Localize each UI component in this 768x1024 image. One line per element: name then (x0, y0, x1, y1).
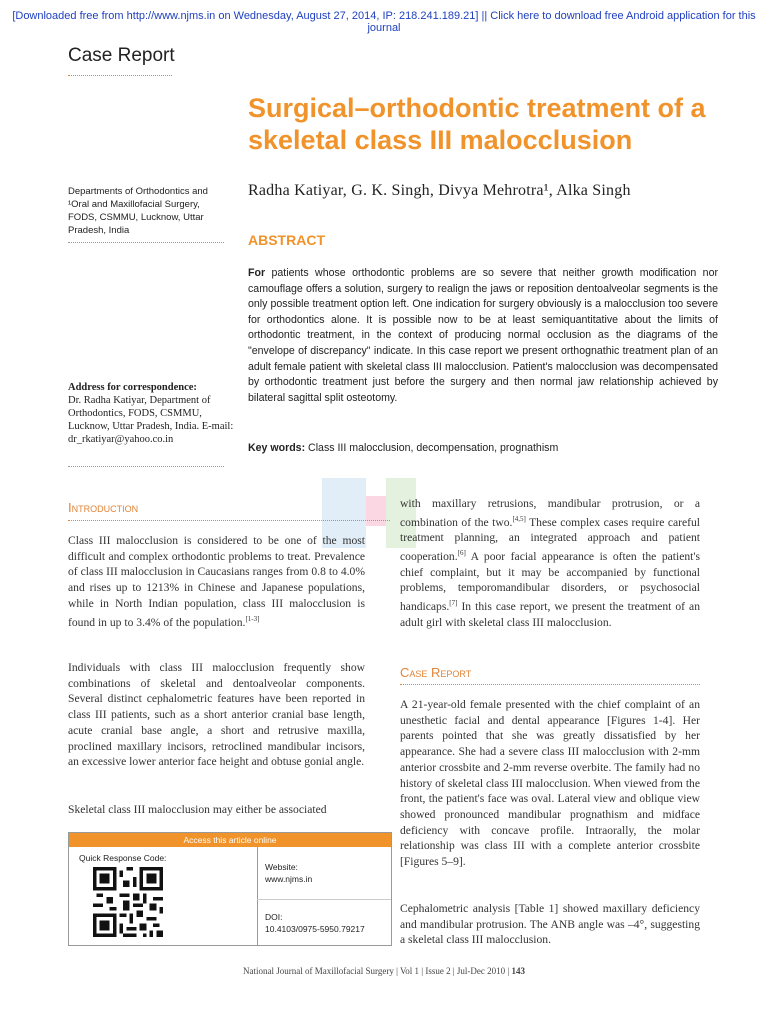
case-report-heading: Case Report (400, 665, 472, 680)
intro-paragraph-1 (68, 533, 365, 630)
affiliation: Departments of Orthodontics and ¹Oral and Maxillofacial Surgery, FODS, CSMMU, Lucknow, Uttar Pradesh, India (68, 186, 208, 236)
article-title: Surgical–orthodontic treatment of a skeletal class III malocclusion (248, 93, 706, 155)
qr-code-icon[interactable] (93, 867, 163, 937)
website-block (265, 861, 312, 885)
citation[interactable]: [6] (457, 548, 466, 557)
correspondence-body: Dr. Radha Katiyar, Department of Orthodontics, FODS, CSMMU, Lucknow, Uttar Pradesh, India. E-mail: dr_rkatiyar@yahoo.co.in (68, 395, 234, 445)
author-list: Radha Katiyar, G. K. Singh, Divya Mehrotra¹, Alka Singh (248, 182, 631, 199)
right-column-paragraph-1 (400, 496, 700, 630)
website-label: Website: (265, 862, 298, 872)
website-link[interactable]: www.njms.in (265, 874, 313, 884)
abstract-lead: For (248, 267, 266, 279)
correspondence-block (68, 381, 243, 446)
divider (257, 899, 391, 900)
divider (257, 847, 258, 945)
footer-journal: National Journal of Maxillofacial Surgery | Vol 1 | Issue 2 | Jul-Dec 2010 | (243, 966, 512, 976)
access-article-box (68, 832, 392, 946)
citation[interactable]: [7] (449, 598, 458, 607)
correspondence-heading: Address for correspondence: (68, 382, 197, 393)
divider (400, 684, 700, 685)
introduction-heading: Introduction (68, 500, 139, 515)
keywords-text: Class III malocclusion, decompensation, prognathism (305, 442, 559, 454)
article-type-label: Case Report (68, 45, 175, 66)
doi-value[interactable]: 10.4103/0975-5950.79217 (265, 924, 365, 934)
intro-paragraph-3: Skeletal class III malocclusion may either be associated (68, 803, 327, 816)
divider (68, 466, 224, 467)
keywords-label: Key words: (248, 442, 306, 454)
intro-paragraph-1-text: Class III malocclusion is considered to be one of the most difficult and complex orthodontic problems to treat. Prevalence of class III malocclusion in Caucasians ranges from 0.8 to 4.0% and rises up to 1213% in Chinese and Japanese populations, while in North Indian population, class III malocclusion is found in up to 3.4% of the population. (68, 534, 365, 629)
case-paragraph-2: Cephalometric analysis [Table 1] showed maxillary deficiency and mandibular protrusion. The ANB angle was –4°, suggesting a skeletal class III malocclusion. (400, 902, 700, 947)
case-paragraph-1: A 21-year-old female presented with the chief complaint of an unesthetic facial and dental appearance [Figures 1-4]. Her parents pointed that she was greatly dissatisfied by her appearance. She had a severe class III malocclusion with 2-mm anterior crossbite and 2-mm reverse overbite. The family had no history of skeletal class III malocclusion. When viewed from the front, the patient's face was oval. Lateral view and oblique view showed pronounced mandibular prognathism and midface deficiency with concave profile. Intraorally, the molar relationship was class III with a complete anterior crossbite [Figures 5–9]. (400, 698, 700, 869)
doi-label: DOI: (265, 912, 283, 922)
divider (68, 520, 390, 521)
doi-block (265, 911, 365, 935)
keywords (248, 442, 728, 454)
abstract-text (248, 266, 718, 406)
paragraph-text: In this case report, we present the treatment of an adult girl with skeletal class III malocclusion. (400, 599, 700, 629)
divider (68, 242, 224, 243)
paragraph-text: with maxillary retrusions, mandibular protrusion, or a combination of the two. (400, 497, 700, 529)
abstract-heading: ABSTRACT (248, 232, 325, 248)
access-box-title: Access this article online (69, 833, 391, 847)
paragraph-text: A poor facial appearance is often the patient's chief complaint, but it may be accompanied by functional problems, temporomandibular disorders, or psychosocial handicaps. (400, 549, 700, 613)
intro-paragraph-2: Individuals with class III malocclusion frequently show combinations of skeletal and dentoalveolar components. Several distinct cephalometric features have been reported in class III patients, such as a short anterior cranial base length, acute cranial base angle, a short and retrusive maxilla, proclined maxillary incisors, retroclined mandibular incisors, an excessive lower anterior face height and obtuse gonial angle. (68, 661, 365, 769)
download-banner-link[interactable]: [Downloaded free from http://www.njms.in on Wednesday, August 27, 2014, IP: 218.241.189.21] || Click here to download free Android application for this journal (12, 10, 756, 34)
citation[interactable]: [4,5] (512, 514, 526, 523)
abstract-body: patients whose orthodontic problems are so severe that neither growth modification nor camouflage offers a solution, surgery to realign the jaws or reposition dentoalveolar segments is the only possible treatment option left. One indication for surgery obviously is a malocclusion too severe for orthodontics alone. It is possible now to be at least semiquantitative about the limits of orthodontic treatment, in the context of producing normal occlusion as the diagrams of the "envelope of discrepancy" indicate. In this case report we present orthognathic treatment plan of an adult female patient with skeletal class III malocclusion. Patient's malocclusion was decompensated by orthodontic treatment just before the surgery and then normal jaw relationship achieved by bilateral sagittal split osteotomy. (248, 267, 718, 404)
page-number: 143 (511, 966, 525, 976)
paragraph-text: These complex cases require careful treatment planning, an integrated approach and patient cooperation. (400, 515, 700, 563)
divider (68, 75, 172, 76)
qr-label: Quick Response Code: (79, 853, 167, 863)
citation[interactable]: [1-3] (245, 614, 260, 623)
page-footer (0, 966, 768, 976)
